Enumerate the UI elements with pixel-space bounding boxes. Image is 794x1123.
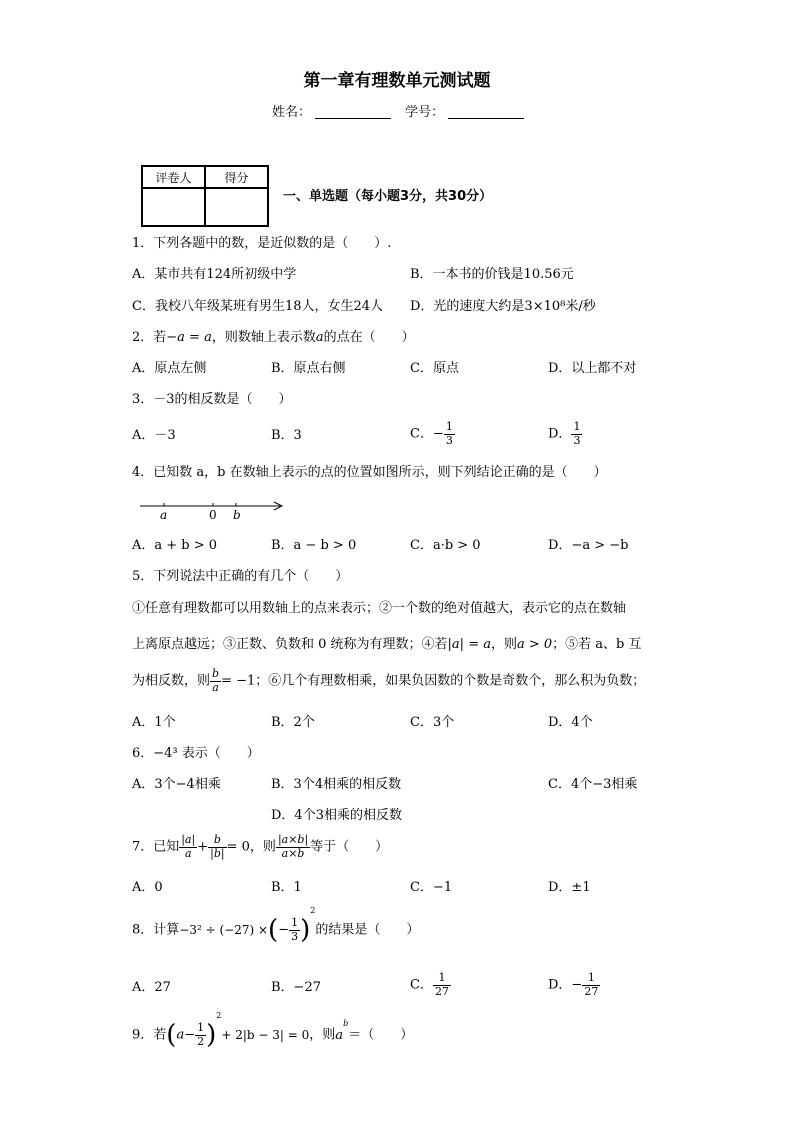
axis-label-a: a: [160, 508, 168, 522]
q3-option-a: A．－3: [132, 428, 176, 443]
q8-option-d: D．− $\frac{1}{27}$: [548, 971, 599, 998]
q7-option-c: C．−1: [410, 880, 453, 895]
name-label: 姓名：: [272, 105, 312, 120]
question-7-stem: 7．已知 $\frac{|a|}{a}$ + $\frac{b}{|b|}$ = 0，则 $\frac{|a\times b|}{a\times b}$ 等于（ ）: [132, 833, 389, 860]
question-5-stem: 5．下列说法中正确的有几个（ ）: [132, 569, 349, 584]
q5-statement-line-3: 为相反数，则 $\frac{b}{a}$ = −1；⑥几个有理数相乘，如果负因数的个数是奇数个，那么积为负数；: [132, 667, 646, 694]
q4-option-c: C．a·b > 0: [410, 538, 481, 553]
q6-option-d: D．4个3相乘的相反数: [271, 808, 402, 823]
q5-option-d: D．4个: [548, 715, 593, 730]
q5-option-c: C．3个: [410, 715, 455, 730]
student-info-line: [272, 106, 528, 119]
q5-option-a: A．1个: [132, 715, 176, 730]
q4-option-a: A．a + b > 0: [132, 538, 218, 553]
q1-option-d: D．光的速度大约是3×10⁸米/秒: [410, 299, 596, 314]
q4-option-d: D．−a > −b: [548, 538, 629, 553]
q7-option-b: B．1: [271, 880, 302, 895]
q8-option-b: B．−27: [271, 980, 321, 995]
q5-option-b: B．2个: [271, 715, 315, 730]
q6-option-c: C．4个−3相乘: [548, 777, 638, 792]
q2-option-c: C．原点: [410, 361, 459, 376]
q3-option-d: D． $\frac{1}{3}$: [548, 420, 581, 447]
question-2-stem: 2．若−a = a，则数轴上表示数a的点在（ ）: [132, 330, 415, 345]
q4-option-b: B．a − b > 0: [271, 538, 357, 553]
grader-table: [141, 165, 269, 227]
q8-option-c: C． $\frac{1}{27}$: [410, 971, 449, 998]
q7-option-a: A．0: [132, 880, 163, 895]
grader-header: 评卷人: [142, 166, 205, 188]
q5-statement-line-2: 上离原点越远；③正数、负数和 0 统称为有理数；④若|a| = a，则a > 0；⑤若 a、b 互: [132, 637, 642, 652]
axis-label-zero: 0: [209, 508, 217, 522]
q2-option-a: A．原点左侧: [132, 361, 207, 376]
section-title: 一、单选题（每小题3分，共30分）: [283, 189, 493, 204]
question-4-stem: 4．已知数 a，b 在数轴上表示的点的位置如图所示，则下列结论正确的是（ ）: [132, 465, 607, 480]
id-blank: [448, 106, 524, 119]
question-1-stem: 1．下列各题中的数，是近似数的是（ ）.: [132, 236, 392, 251]
axis-label-b: b: [233, 508, 241, 522]
page-title: 第一章有理数单元测试题: [303, 71, 491, 91]
question-6-stem: 6．−4³ 表示（ ）: [132, 746, 260, 761]
q6-option-a: A．3个−4相乘: [132, 777, 221, 792]
q7-option-d: D．±1: [548, 880, 591, 895]
q2-option-d: D．以上都不对: [548, 361, 637, 376]
score-header: 得分: [205, 166, 268, 188]
question-8-stem: 8．计算−3² ÷ (−27) ×(− $\frac{1}{3}$ )$^2$的结果是（ ）: [132, 906, 420, 946]
number-line-figure: [138, 495, 288, 523]
question-9-stem: 9．若(a− $\frac{1}{2}$ )$^2$+ 2|b − 3| = 0，则$a^b=$（ ）: [132, 1011, 414, 1051]
q6-option-b: B．3个4相乘的相反数: [271, 777, 402, 792]
id-label: 学号：: [405, 105, 445, 120]
q1-option-a: A．某市共有124所初级中学: [132, 267, 297, 282]
q3-option-b: B．3: [271, 428, 302, 443]
grader-cell: [142, 188, 205, 226]
q8-option-a: A．27: [132, 980, 171, 995]
question-3-stem: 3．－3的相反数是（ ）: [132, 392, 292, 407]
q2-option-b: B．原点右侧: [271, 361, 346, 376]
q5-statement-line-1: ①任意有理数都可以用数轴上的点来表示；②一个数的绝对值越大，表示它的点在数轴: [132, 601, 627, 616]
score-cell: [205, 188, 268, 226]
q1-option-b: B．一本书的价钱是10.56元: [410, 267, 574, 282]
name-blank: [315, 106, 391, 119]
q3-option-c: C．− $\frac{1}{3}$: [410, 420, 453, 447]
q1-option-c: C．我校八年级某班有男生18人，女生24人: [132, 299, 384, 314]
